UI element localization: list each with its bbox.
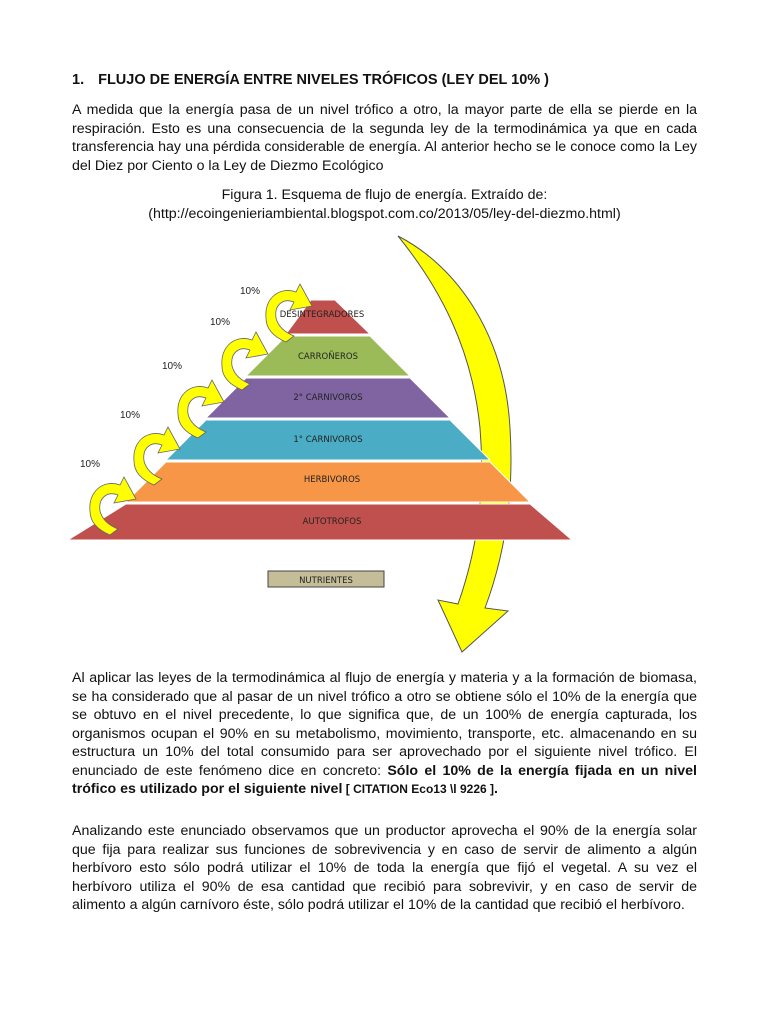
figure-caption (72, 186, 697, 224)
citation-field: [ CITATION Eco13 \l 9226 ] (342, 782, 494, 796)
ten-percent-law-statement: Sólo el 10% de la energía fijada en un nivel trófico es utilizado por el siguiente nivel (72, 762, 698, 797)
paragraph2-text: Al aplicar las leyes de la termodinámica al flujo de energía y materia y a la formación de biomasa, se ha considerado que al pasar de un nivel trófico a otro se obtiene sólo el 10% de la energía que se obtuvo en el nivel precedente, lo que significa que, de un 100% de energía capturada, los organismos ocupan el 90% en su metabolismo, movimiento, transporte, etc. almacenando en su estructura un 10% del total consumido para ser aprovechado por el siguiente nivel trófico. El enunciado de este fenómeno dice en concreto: (72, 670, 697, 779)
figure-caption-line1: Figura 1. Esquema de flujo de energía. Extraído de: (221, 187, 548, 203)
level-label-herbivoros: HERBIVOROS (303, 475, 361, 485)
level-label-2-carnivoros: 2° CARNIVOROS (293, 393, 363, 403)
transfer-percent-label: 10% (240, 286, 261, 297)
level-label-autotrofos: AUTOTROFOS (302, 517, 362, 527)
nutrients-label: NUTRIENTES (299, 576, 353, 586)
section-heading (72, 72, 549, 88)
section-number: 1. (72, 72, 85, 88)
figure-caption-source-url: (http://ecoingenieriambiental.blogspot.com.co/2013/05/ley-del-diezmo.html) (148, 206, 621, 222)
level-label-desintegradores: DESINTEGRADORES (279, 310, 365, 320)
paragraph2-end: . (494, 781, 498, 797)
transfer-percent-label: 10% (162, 361, 183, 372)
level-label-carroneros: CARROÑEROS (298, 352, 358, 362)
section-title: FLUJO DE ENERGÍA ENTRE NIVELES TRÓFICOS (LEY DEL 10% ) (98, 72, 550, 88)
transfer-percent-label: 10% (120, 410, 141, 421)
analysis-paragraph: Analizando este enunciado observamos que un productor aprovecha el 90% de la energía solar que fija para realizar sus funciones de sobrevivencia y en caso de servir de alimento a algún herbívoro esto sólo podrá utilizar el 10% de toda la energía que fijó el vegetal. A su vez el herbívoro utiliza el 90% de esa cantidad que recibió para sobrevivir, y en caso de servir de alimento a algún carnívoro éste, sólo podrá utilizar el 10% de la cantidad que recibió el herbívoro. (72, 823, 697, 913)
transfer-percent-label: 10% (80, 459, 101, 470)
paragraph-ten-percent-law (72, 669, 697, 799)
intro-paragraph: A medida que la energía pasa de un nivel trófico a otro, la mayor parte de ella se pierde en la respiración. Esto es una consecuencia de la segunda ley de la termodinámica ya que en cada transferencia hay una pérdida considerable de energía. Al anterior hecho se le conoce como la Ley del Diez por Ciento o la Ley de Diezmo Ecológico (72, 102, 697, 174)
energy-pyramid-figure (60, 228, 590, 660)
transfer-percent-label: 10% (210, 317, 231, 328)
level-label-1-carnivoros: 1° CARNIVOROS (293, 435, 363, 445)
